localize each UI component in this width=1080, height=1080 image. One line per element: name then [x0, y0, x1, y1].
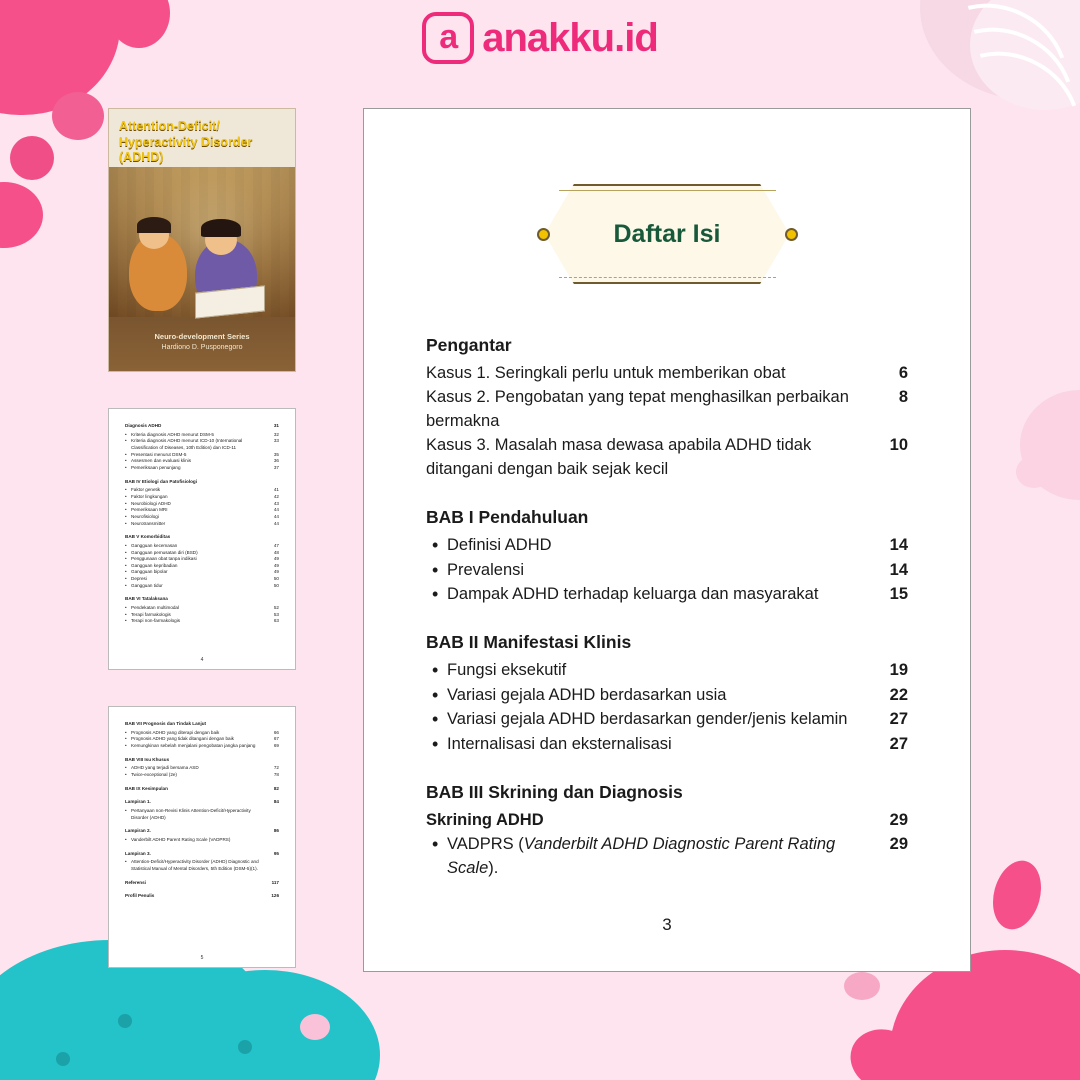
book-cover-title: Attention-Deficit/ Hyperactivity Disorder (ADHD) — [119, 119, 253, 165]
toc-entry-page: 27 — [889, 734, 908, 753]
thumbnail-group-label: Diagnosis ADHD — [125, 423, 162, 428]
toc-entry-page: 19 — [889, 661, 908, 680]
book-cover-thumbnail[interactable] — [108, 108, 296, 372]
toc-entry[interactable] — [426, 733, 908, 756]
toc-entry-label: • Variasi gejala ADHD berdasarkan usia — [426, 684, 878, 707]
thumbnail-entry — [125, 501, 279, 508]
decorative-blob — [1016, 456, 1052, 488]
thumbnail-group-page: 82 — [273, 785, 279, 791]
thumbnail-entry-label: • Neurofisiologi — [125, 514, 265, 521]
thumbnail-group-heading — [125, 534, 279, 541]
table-of-contents — [364, 299, 970, 880]
thumbnail-entry-label: • Pendekatan multimodal — [125, 605, 265, 612]
toc-entry[interactable] — [426, 559, 908, 582]
thumbnail-entry-label: • Kriteria diagnosis ADHD menurut ICD-10 (International Classification of Diseases, 10th Edition) dan ICD-11 — [125, 438, 265, 451]
toc-entry-page: 14 — [889, 560, 908, 579]
thumbnail-entry — [125, 521, 279, 528]
thumbnail-entry — [125, 494, 279, 501]
thumbnail-entry — [125, 556, 279, 563]
thumbnail-entry-page: 44 — [273, 513, 279, 519]
thumbnail-group-label: BAB IV Etiologi dan Patofisiologi — [125, 478, 197, 484]
thumbnail-entry — [125, 487, 279, 494]
toc-entry-label: • Definisi ADHD — [426, 534, 878, 557]
thumbnail-entry-label: • Prognosis ADHD yang tidak ditangani dengan baik — [125, 736, 265, 743]
toc-entry-page: 10 — [889, 436, 908, 455]
thumbnail-entry-label: • ADHD yang terjadi bersama ASD — [125, 765, 265, 772]
toc-entry[interactable] — [426, 583, 908, 606]
thumbnail-entry-page: 72 — [273, 765, 279, 771]
thumbnail-entry — [125, 765, 279, 772]
thumbnail-entry — [125, 837, 279, 844]
thumbnail-entry — [125, 772, 279, 779]
decorative-blob — [300, 1014, 330, 1040]
thumbnail-entry-page: 48 — [273, 549, 279, 555]
thumbnail-entry-page: 47 — [273, 542, 279, 548]
thumbnail-entry-page: 32 — [273, 431, 279, 437]
thumbnail-entry-page: 50 — [273, 582, 279, 588]
thumbnail-entry — [125, 808, 279, 821]
thumbnail-entry — [125, 465, 279, 472]
thumbnail-entry-label: • Vanderbilt ADHD Parent Rating Scale (VADPRS) — [125, 837, 265, 844]
toc-entry-page: 27 — [889, 710, 908, 729]
toc-entry[interactable] — [426, 362, 908, 385]
toc-entry-page: 22 — [889, 685, 908, 704]
thumbnail-entry-label: • Gangguan tidur — [125, 583, 265, 590]
toc-entry[interactable] — [426, 684, 908, 707]
thumbnail-entry-page: 69 — [273, 742, 279, 748]
thumbnail-entry-page: 49 — [273, 556, 279, 562]
thumbnail-group-label: BAB V Komorbiditas — [125, 534, 171, 540]
thumbnail-entry-page: 43 — [273, 500, 279, 506]
thumbnail-group-label: Lampiran 3. — [125, 850, 151, 856]
thumbnail-entry-label: • Terapi non-farmakologis — [125, 618, 265, 625]
thumbnail-entry-page: 42 — [273, 493, 279, 499]
brand-header — [0, 12, 1080, 64]
thumbnail-entry-page: 36 — [273, 458, 279, 464]
thumbnail-entry — [125, 583, 279, 590]
decorative-blob — [844, 972, 880, 1000]
thumbnail-page-number: 4 — [200, 657, 204, 663]
decorative-blob — [10, 136, 54, 180]
thumbnail-entry-label: • Prognosis ADHD yang diterapi dengan baik — [125, 730, 265, 737]
toc-entry-label: • Variasi gejala ADHD berdasarkan gender/jenis kelamin — [426, 708, 878, 731]
toc-section-heading: BAB II Manifestasi Klinis — [426, 632, 632, 653]
thumbnail-entry-page: 66 — [273, 729, 279, 735]
decorative-blob — [52, 92, 104, 140]
thumbnail-entry-label: • Gangguan kepribadian — [125, 563, 265, 570]
thumbnail-group-label: Profil Penulis — [125, 893, 155, 899]
thumbnail-entry-label: • Twice-exceptional (2e) — [125, 772, 265, 779]
thumbnail-entry-label: • Pemeriksaan penunjang — [125, 465, 265, 472]
anakku-logo-icon — [422, 12, 474, 64]
toc-subheading-label: Skrining ADHD — [426, 811, 544, 830]
thumbnail-entry-page: 52 — [273, 605, 279, 611]
thumbnail-entry-page: 44 — [273, 507, 279, 513]
book-cover-series: Neuro-development Series Hardiono D. Pusponegoro — [154, 332, 250, 351]
thumbnail-entry-page: 41 — [273, 487, 279, 493]
thumbnail-entry — [125, 576, 279, 583]
toc-entry-label: • Dampak ADHD terhadap keluarga dan masyarakat — [426, 583, 878, 606]
thumbnail-entry — [125, 569, 279, 576]
thumbnail-entry — [125, 605, 279, 612]
decorative-dot — [118, 1014, 132, 1028]
thumbnail-entry — [125, 563, 279, 570]
thumbnail-entry — [125, 550, 279, 557]
toc-subheading-page: 29 — [889, 811, 908, 830]
thumbnail-entry — [125, 730, 279, 737]
toc-thumbnail-page-5[interactable] — [108, 706, 296, 968]
thumbnail-entry — [125, 438, 279, 451]
page-title: Daftar Isi — [613, 219, 721, 248]
toc-entry[interactable] — [426, 659, 908, 682]
thumbnail-entry — [125, 514, 279, 521]
document-page — [363, 108, 971, 972]
toc-entry-label: • VADPRS (Vanderbilt ADHD Diagnostic Parent Rating Scale). — [426, 833, 878, 880]
banner-dot-right-icon — [785, 228, 798, 241]
thumbnail-entry-page: 35 — [273, 451, 279, 457]
thumbnail-group-label: BAB VI Tatalaksana — [125, 596, 168, 602]
thumbnail-group-heading — [125, 851, 279, 858]
thumbnail-group-page: 31 — [273, 423, 279, 428]
toc-entry[interactable] — [426, 708, 908, 731]
thumbnail-group-page: 95 — [273, 850, 279, 856]
thumbnail-entry-label: • Presentasi menurut DSM-5 — [125, 452, 265, 459]
banner-dot-left-icon — [537, 228, 550, 241]
thumbnail-group-heading — [125, 786, 279, 793]
thumbnail-group-page: 86 — [273, 828, 279, 834]
thumbnail-entry-label: • Faktor lingkungan — [125, 494, 265, 501]
thumbnail-entry — [125, 859, 279, 872]
thumbnail-entry — [125, 743, 279, 750]
thumbnail-entry-label: • Pertanyaan non-Revisi Klinis Attention-Deficit/Hyperactivity Disorder (ADHD) — [125, 808, 265, 821]
thumbnail-group-page: 84 — [273, 799, 279, 805]
toc-entry-label: Kasus 1. Seringkali perlu untuk memberikan obat — [426, 364, 786, 382]
thumbnail-group-heading — [125, 479, 279, 486]
thumbnail-group-label: Referensi — [125, 879, 146, 885]
toc-entry[interactable] — [426, 833, 908, 880]
toc-entry[interactable] — [426, 386, 908, 433]
thumbnail-entry-label: • Faktor genetik — [125, 487, 265, 494]
thumbnail-entry — [125, 543, 279, 550]
thumbnail-group-heading — [125, 423, 279, 430]
thumbnail-group-heading — [125, 880, 279, 887]
thumbnail-group-label: Lampiran 2. — [125, 828, 151, 834]
thumbnail-entry-label: • Penggunaan obat tanpa indikasi — [125, 556, 265, 563]
page-title-banner — [364, 169, 970, 299]
page-number: 3 — [662, 915, 672, 934]
toc-section-heading: BAB I Pendahuluan — [426, 507, 589, 528]
thumbnail-entry — [125, 458, 279, 465]
thumbnail-entry-page: 49 — [273, 569, 279, 575]
thumbnail-entry-label: • Depresi — [125, 576, 265, 583]
thumbnail-entry-label: • Kemungkinan sebelah menjalani pengobatan jangka panjang — [125, 743, 265, 750]
thumbnail-group-label: BAB VIII Isu Khusus — [125, 756, 170, 762]
toc-entry[interactable] — [426, 534, 908, 557]
thumbnail-group-page: 117 — [271, 879, 279, 885]
thumbnail-entry-page: 53 — [273, 611, 279, 617]
toc-entry-page: 6 — [898, 364, 908, 382]
toc-entry[interactable] — [426, 434, 908, 481]
thumbnail-entry-label: • Neurotransmitter — [125, 521, 265, 528]
logo-glyph: a — [439, 17, 458, 56]
toc-entry-italic: Vanderbilt ADHD Diagnostic Parent Rating Scale — [447, 835, 836, 877]
toc-subheading-row — [426, 809, 908, 832]
thumbnail-page-number: 5 — [200, 955, 204, 961]
thumbnail-entry-page: 49 — [273, 562, 279, 568]
toc-entry-page: 29 — [889, 835, 908, 854]
thumbnail-group-page: 126 — [271, 893, 279, 899]
thumbnail-entry-label: • Neurobiologi ADHD — [125, 501, 265, 508]
brand-name: anakku.id — [482, 15, 658, 60]
thumbnail-entry — [125, 432, 279, 439]
thumbnail-entry-label: • Attention-Deficit/Hyperactivity Disorder (ADHD) Diagnostic and Statistical Manual of Mental Disorders, 5th Edition (DSM-5)(1). — [125, 859, 265, 872]
toc-section-heading: Pengantar — [426, 335, 512, 355]
toc-entry-label: Kasus 3. Masalah masa dewasa apabila ADHD tidak ditangani dengan baik sejak kecil — [426, 436, 812, 478]
thumbnail-entry-label: • Pemeriksaan MRI — [125, 507, 265, 514]
thumbnail-entry — [125, 507, 279, 514]
thumbnail-group-label: BAB VII Prognosis dan Tindak Lanjut — [125, 721, 207, 726]
thumbnail-entry — [125, 618, 279, 625]
decorative-blob — [0, 182, 43, 248]
thumbnail-group-label: Lampiran 1. — [125, 799, 151, 805]
thumbnail-entry-page: 44 — [273, 520, 279, 526]
thumbnail-group-label: BAB IX Kesimpulan — [125, 785, 168, 791]
thumbnail-group-heading — [125, 596, 279, 603]
toc-section-heading: BAB III Skrining dan Diagnosis — [426, 782, 683, 803]
thumbnail-group-heading — [125, 799, 279, 806]
thumbnail-entry-label: • Gangguan bipolar — [125, 569, 265, 576]
thumbnail-entry-page: 33 — [273, 438, 279, 444]
toc-thumbnail-page-4[interactable] — [108, 408, 296, 670]
toc-entry-label: • Internalisasi dan eksternalisasi — [426, 733, 878, 756]
thumbnail-entry-page: 37 — [273, 464, 279, 470]
toc-entry-page: 15 — [889, 584, 908, 603]
decorative-dot — [238, 1040, 252, 1054]
thumbnail-group-heading — [125, 721, 279, 728]
toc-entry-label: • Fungsi eksekutif — [426, 659, 878, 682]
thumbnail-entry-label: • Terapi farmakologis — [125, 612, 265, 619]
thumbnail-column — [108, 108, 296, 968]
thumbnail-entry-page: 67 — [273, 736, 279, 742]
decorative-dot — [56, 1052, 70, 1066]
thumbnail-entry — [125, 736, 279, 743]
toc-entry-label: • Prevalensi — [426, 559, 878, 582]
thumbnail-entry-page: 50 — [273, 576, 279, 582]
thumbnail-entry — [125, 612, 279, 619]
decorative-blob — [986, 855, 1049, 935]
thumbnail-group-heading — [125, 757, 279, 764]
thumbnail-entry — [125, 452, 279, 459]
book-cover-illustration — [109, 167, 295, 317]
thumbnail-entry-label: • Gangguan kecemasan — [125, 543, 265, 550]
thumbnail-entry-page: 78 — [273, 771, 279, 777]
thumbnail-entry-label: • Kriteria diagnosis ADHD menurut DSM-5 — [125, 432, 265, 439]
toc-entry-page: 14 — [889, 536, 908, 555]
thumbnail-group-heading — [125, 828, 279, 835]
thumbnail-group-heading — [125, 893, 279, 900]
thumbnail-entry-page: 63 — [273, 618, 279, 624]
thumbnail-entry-label: • Assesmen dan evaluasi klinis — [125, 458, 265, 465]
toc-entry-page: 8 — [898, 388, 908, 407]
toc-entry-label: Kasus 2. Pengobatan yang tepat menghasilkan perbaikan bermakna — [426, 388, 849, 430]
thumbnail-entry-label: • Gangguan pemusatan diri (BSD) — [125, 550, 265, 557]
